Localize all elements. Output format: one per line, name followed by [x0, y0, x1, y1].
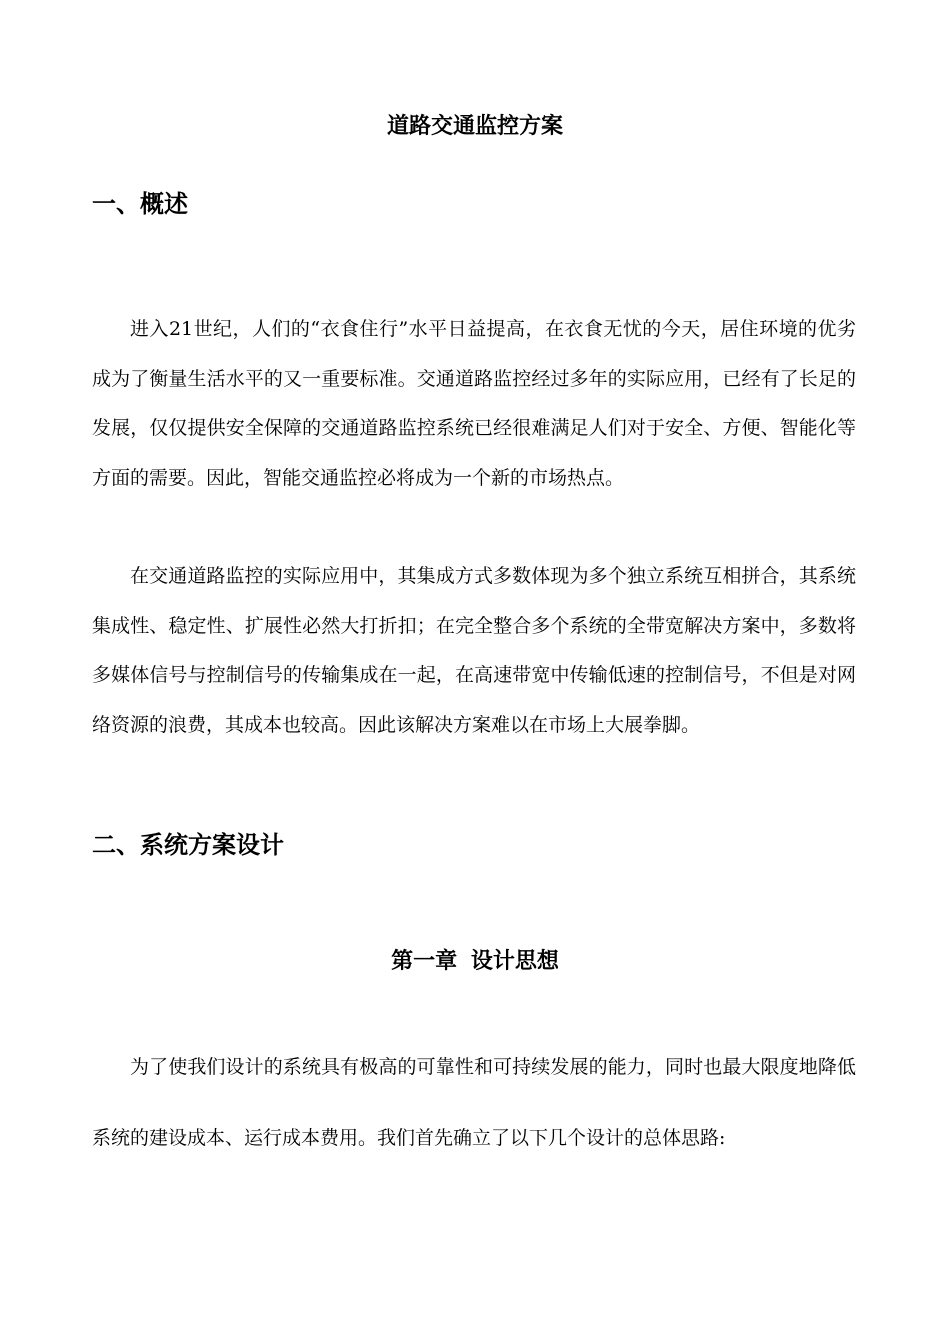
design-paragraph-1: 为了使我们设计的系统具有极高的可靠性和可持续发展的能力，同时也最大限度地降低系统的建设成本、运行成本费用。我们首先确立了以下几个设计的总体思路: [92, 1056, 856, 1149]
section-heading-overview: 一、概述 [92, 190, 188, 218]
chapter-title: 第一章 设计思想 [391, 949, 559, 974]
overview-paragraph-1: 进入21世纪，人们的“衣食住行”水平日益提高，在衣食无忧的今天，居住环境的优劣成为了衡量生活水平的又一重要标准。交通道路监控经过多年的实际应用，已经有了长足的发展，仅仅提供安全保障的交通道路监控系统已经很难满足人们对于安全、方便、智能化等方面的需要。因此，智能交通监控必将成为一个新的市场热点。 [92, 318, 856, 489]
overview-paragraph-2: 在交通道路监控的实际应用中，其集成方式多数体现为多个独立系统互相拼合，其系统集成性、稳定性、扩展性必然大打折扣；在完全整合多个系统的全带宽解决方案中，多数将多媒体信号与控制信号的传输集成在一起，在高速带宽中传输低速的控制信号，不但是对网络资源的浪费，其成本也较高。因此该解决方案难以在市场上大展拳脚。 [92, 565, 856, 736]
section-heading-system-design: 二、系统方案设计 [92, 831, 284, 859]
document-title: 道路交通监控方案 [386, 114, 563, 139]
